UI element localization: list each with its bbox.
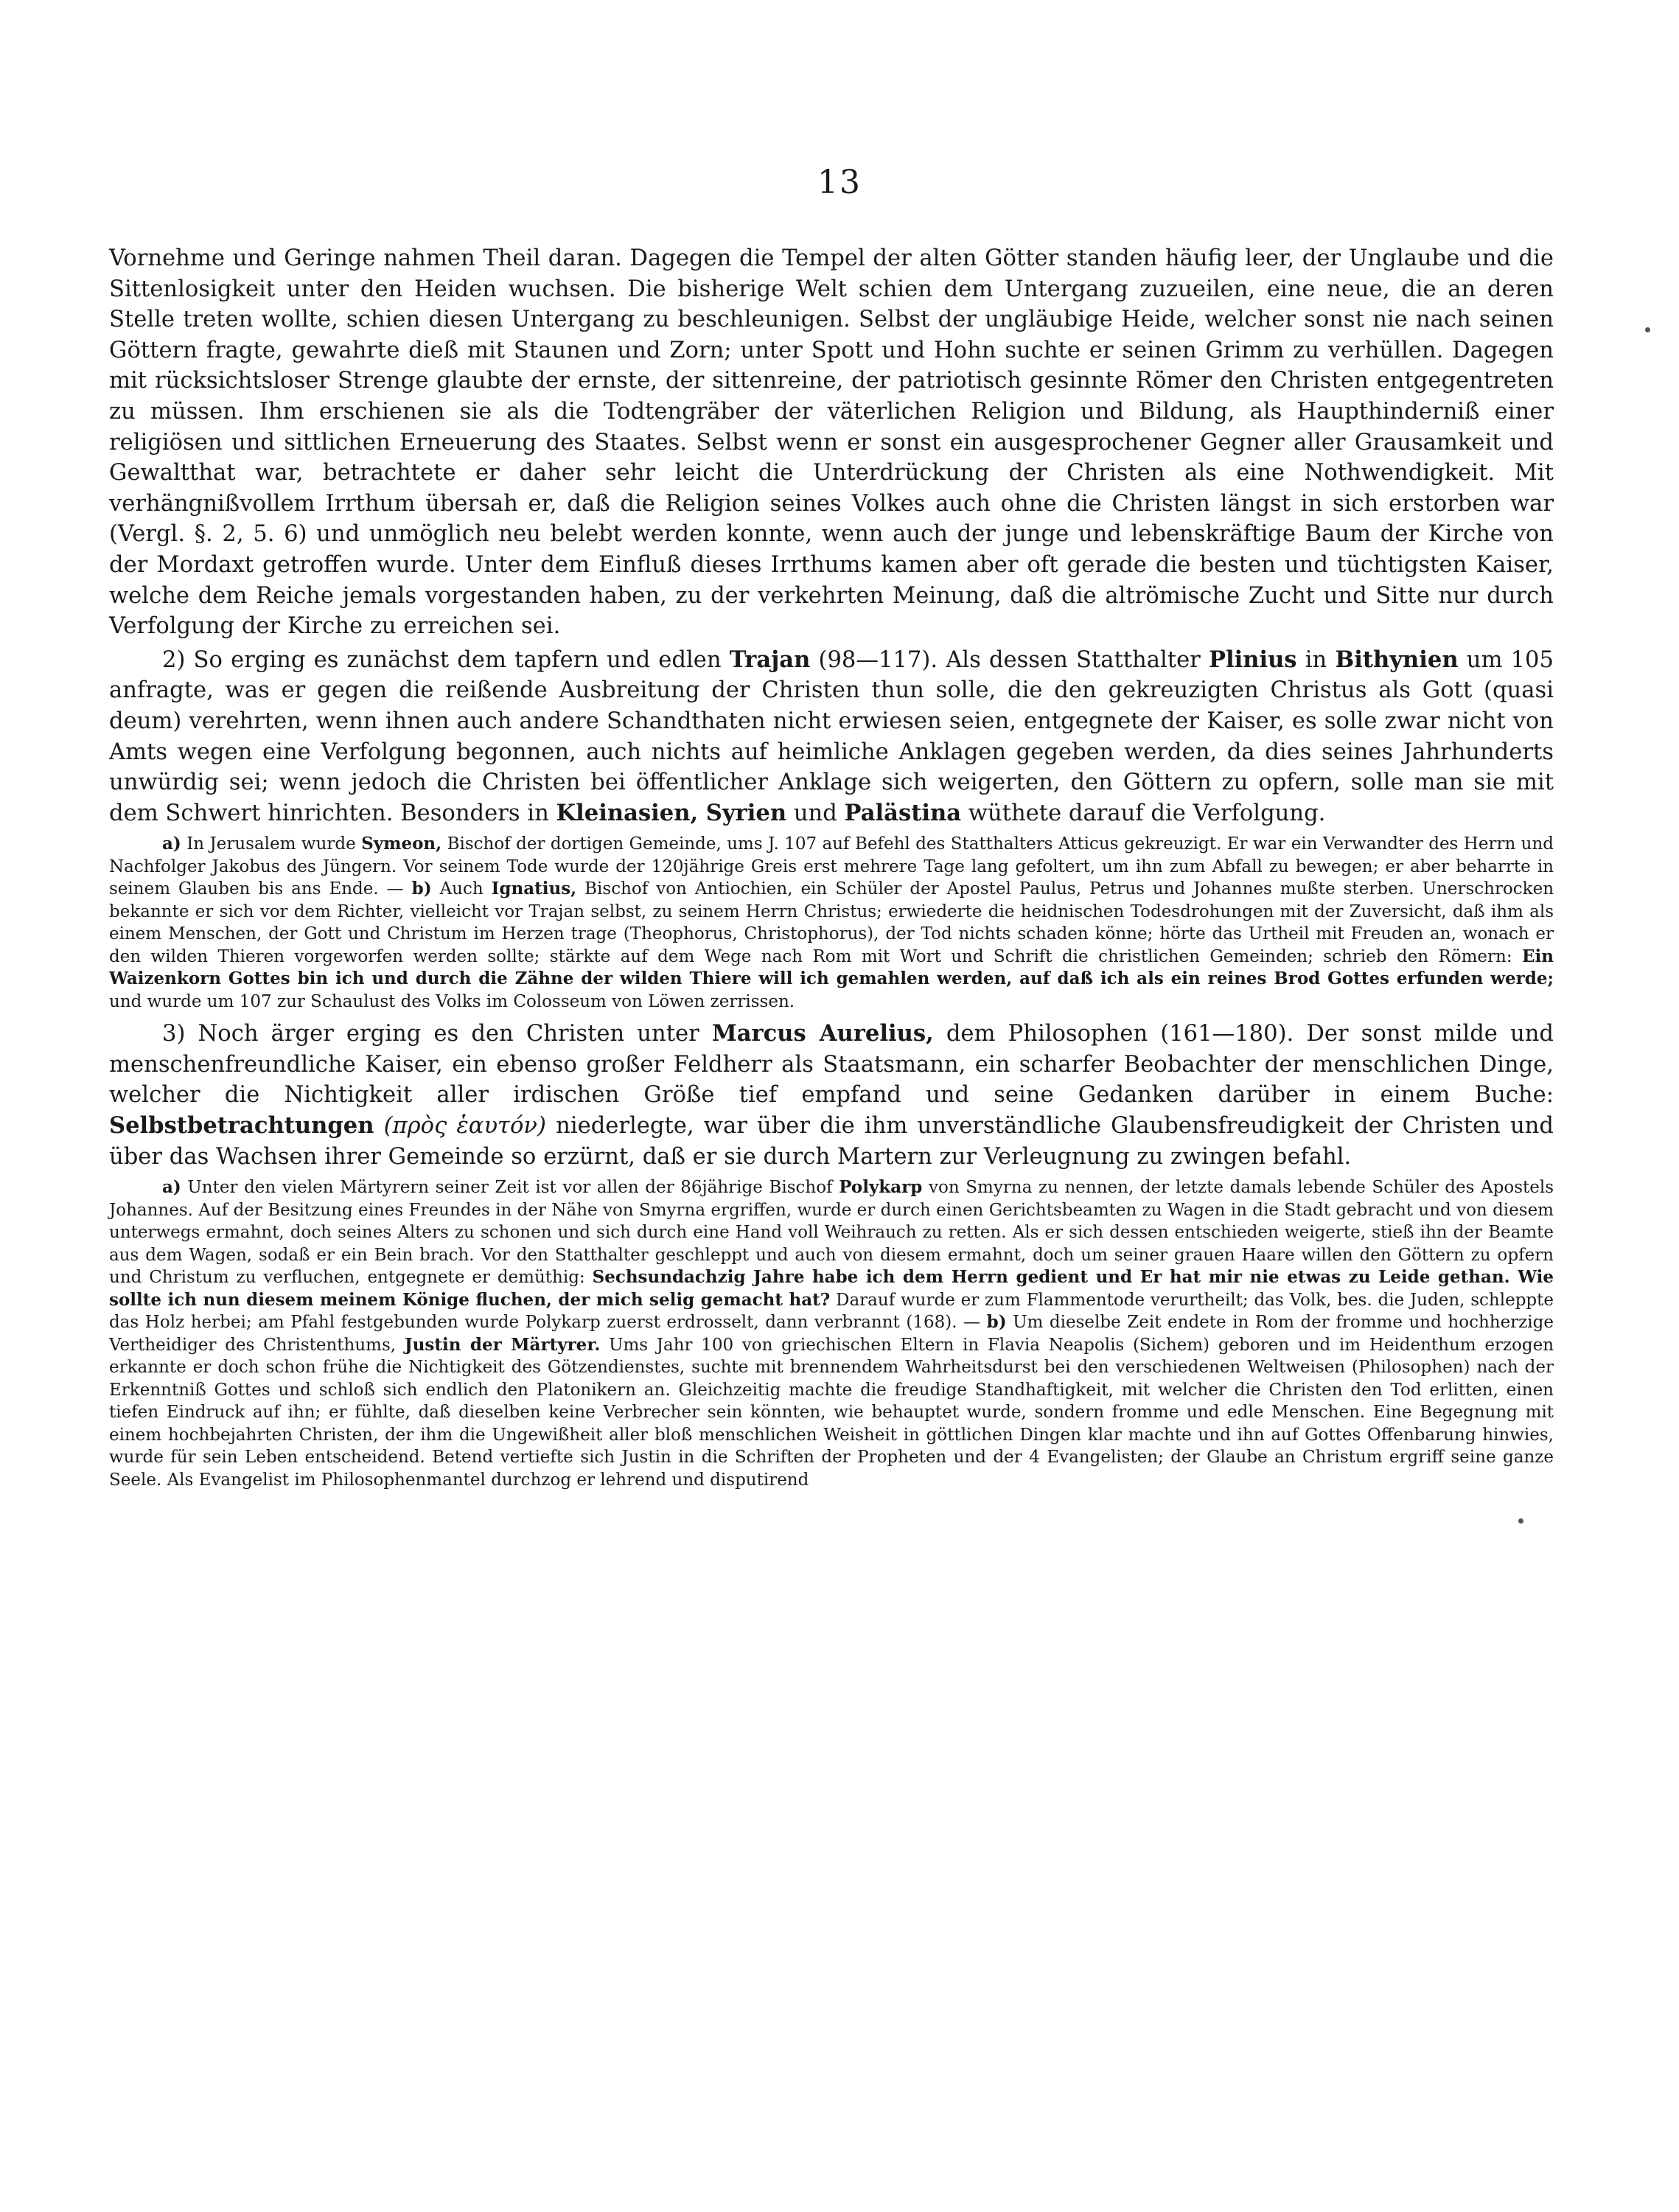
page-number: 13 — [817, 164, 862, 201]
emphasis-selbstbetrachtungen: Selbstbetrachtungen — [109, 1112, 374, 1140]
p3-text-2: dem Philosophen (161—180). Der sonst milde und menschenfreundliche Kaiser, ein ebenso großer Feldherr als Staatsmann, ein scharfer Beobachter der menschlichen Dinge, welcher die Nichtigkeit aller irdischen Größe tief empfand und seine Gedanken darüber in einem Buche: — [109, 1021, 1554, 1109]
emphasis-marcus-aurelius: Marcus Aurelius, — [711, 1020, 934, 1047]
paragraph-3 — [109, 1019, 1554, 1172]
n1-text-1: In Jerusalem wurde — [186, 834, 356, 854]
n1-text-5: und wurde um 107 zur Schaulust des Volks im Colosseum von Löwen zerrissen. — [109, 991, 795, 1011]
greek-title: (πρὸς ἑαυτόν) — [383, 1113, 546, 1140]
p2-text-5: und — [793, 800, 837, 826]
n1-text-3: Auch — [439, 879, 484, 899]
emphasis-plinius: Plinius — [1208, 646, 1297, 673]
emphasis-polykarp: Polykarp — [839, 1177, 923, 1198]
emphasis-justin: Justin der Märtyrer. — [404, 1334, 601, 1355]
n2-text-5: Ums Jahr 100 von griechischen Eltern in Flavia Neapolis (Sichem) geboren und im Heidenthum erzogen erkannte er doch schon frühe die Nichtigkeit des Götzendienstes, suchte mit brennendem Wahrheitsdurst bei den verschiedenen Weltweisen (Philosophen) nach der Erkenntniß Gottes und schloß sich endlich den Platonikern an. Gleichzeitig machte die freudige Standhaftigkeit, mit welcher die Christen den Tod erlitten, einen tiefen Eindruck auf ihn; er fühlte, daß dieselben keine Verbrecher sein könnten, wie behauptet wurde, sondern fromme und edle Menschen. Eine Begegnung mit einem hochbejahrten Christen, der ihm die Ungewißheit aller bloß menschlichen Weisheit in göttlichen Dingen klar machte und ihn auf Gottes Offenbarung hinwies, wurde für sein Leben entscheidend. Betend vertiefte sich Justin in die Schriften der Propheten und der 4 Evangelisten; der Glaube an Christum ergriff seine ganze Seele. Als Evangelist im Philosophenmantel durchzog er lehrend und disputirend — [109, 1335, 1554, 1490]
paragraph-1: Vornehme und Geringe nahmen Theil daran. Dagegen die Tempel der alten Götter standen häufig leer, der Unglaube und die Sittenlosigkeit unter den Heiden wuchsen. Die bisherige Welt schien dem Untergang zuzueilen, eine neue, die an deren Stelle treten wollte, schien diesen Untergang zu beschleunigen. Selbst der ungläubige Heide, welcher sonst nie nach seinen Göttern fragte, gewahrte dieß mit Staunen und Zorn; unter Spott und Hohn suchte er seinen Grimm zu verhüllen. Dagegen mit rücksichtsloser Strenge glaubte der ernste, der sittenreine, der patriotisch gesinnte Römer den Christen entgegentreten zu müssen. Ihm erschienen sie als die Todtengräber der väterlichen Religion und Bildung, als Haupthinderniß einer religiösen und sittlichen Erneuerung des Staates. Selbst wenn er sonst ein ausgesprochener Gegner aller Grausamkeit und Gewaltthat war, betrachtete er daher sehr leicht die Unterdrückung der Christen als eine Nothwendigkeit. Mit verhängnißvollem Irrthum übersah er, daß die Religion seines Volkes auch ohne die Christen längst in sich erstorben war (Vergl. §. 2, 5. 6) und unmöglich neu belebt werden konnte, wenn auch der junge und lebenskräftige Baum der Kirche von der Mordaxt getroffen wurde. Unter dem Einfluß dieses Irrthums kamen aber oft gerade die besten und tüchtigsten Kaiser, welche dem Reiche jemals vorgestanden haben, zu der verkehrten Meinung, daß die altrömische Zucht und Sitte nur durch Verfolgung der Kirche zu erreichen sei. — [109, 245, 1554, 640]
emphasis-bithynien: Bithynien — [1335, 646, 1459, 673]
p3-text-1: 3) Noch ärger erging es den Christen unter — [162, 1021, 699, 1047]
p3-text-3: niederlegte, war über die ihm unverständliche Glaubensfreudigkeit der Christen und über das Wachsen ihrer Gemeinde so erzürnt, daß er sie durch Martern zur Verleugnung zu zwingen befahl. — [109, 1113, 1554, 1170]
emphasis-trajan: Trajan — [729, 646, 811, 673]
p2-text-1: 2) So erging es zunächst dem tapfern und edlen — [162, 646, 722, 673]
note-marker-a: a) — [162, 834, 181, 854]
emphasis-palaestina: Palästina — [844, 799, 962, 826]
emphasis-kleinasien: Kleinasien, Syrien — [556, 799, 787, 826]
footnote-block-1 — [109, 833, 1554, 1013]
n2-text-2: von Smyrna zu nennen, der letzte damals lebende Schüler des Apostels Johannes. Auf der Besitzung eines Freundes in der Nähe von Smyrna ergriffen, wurde er durch einen Gerichtsbeamten zu Wagen in die Stadt gebracht und von diesem unterwegs ermahnt, doch seines Alters zu schonen und sich durch eine Hand voll Weihrauch zu retten. Als er sich dessen entschieden weigerte, stieß ihn der Beamte aus dem Wagen, sodaß er ein Bein brach. Vor den Statthalter geschleppt und auch von diesem ermahnt, doch um seiner grauen Haare willen den Göttern zu opfern und Christum zu verfluchen, entgegnete er demüthig: — [109, 1178, 1554, 1288]
note-marker-b: b) — [986, 1312, 1007, 1333]
n2-text-1: Unter den vielen Märtyrern seiner Zeit ist vor allen der 86jährige Bischof — [187, 1178, 833, 1198]
n1-text-2: Bischof der dortigen Gemeinde, ums J. 107 auf Befehl des Statthalters Atticus gekreuzigt. Er war ein Verwandter des Herrn und Nachfolger Jakobus des Jüngern. Vor seinem Tode wurde der 120jährige Greis erst mehrere Tage lang gefoltert, um ihn zum Abfall zu bewegen; er aber beharrte in seinem Glauben bis ans Ende. — — [109, 834, 1554, 899]
emphasis-ignatius: Ignatius, — [491, 879, 577, 899]
n1-text-4: Bischof von Antiochien, ein Schüler der Apostel Paulus, Petrus und Johannes mußte sterben. Unerschrocken bekannte er sich vor dem Richter, vielleicht vor Trajan selbst, zu seinem Herrn Christus; erwiederte die heidnischen Todesdrohungen mit der Zuversicht, daß ihm als einem Menschen, der Gott und Christum im Herzen trage (Theophorus, Christophorus), der Tod nichts schaden könne; hörte das Urtheil mit Freuden an, wonach er den wilden Thieren vorgeworfen werden sollte; stärkte auf dem Wege nach Rom mit Wort und Schrift die christlichen Gemeinden; schrieb den Römern: — [109, 879, 1554, 966]
n2-text-4: Um dieselbe Zeit endete in Rom der fromme und hochherzige Vertheidiger des Christenthums, — [109, 1313, 1554, 1355]
p2-text-4: um 105 anfragte, was er gegen die reißende Ausbreitung der Christen thun solle, die den gekreuzigten Christus als Gott (quasi deum) verehrten, wenn ihnen auch andere Schandthaten nicht erwiesen seien, entgegnete der Kaiser, es solle zwar nicht von Amts wegen eine Verfolgung begonnen, auch nichts auf heimliche Anklagen gegeben werden, da dies seines Jahrhunderts unwürdig sei; wenn jedoch die Christen bei öffentlicher Anklage sich weigerten, den Göttern zu opfern, solle man sie mit dem Schwert hinrichten. Besonders in — [109, 646, 1554, 826]
n2-text-3: Darauf wurde er zum Flammentode verurtheilt; das Volk, bes. die Juden, schleppte das Holz herbei; am Pfahl festgebunden wurde Polykarp zuerst erdrosselt, dann verbrannt (168). — — [109, 1290, 1554, 1333]
footnote-block-2 — [109, 1176, 1554, 1491]
p2-text-6: wüthete darauf die Verfolgung. — [968, 800, 1326, 826]
page-body — [109, 243, 1554, 1491]
note-marker-b: b) — [411, 879, 432, 899]
quote-polykarp: Sechsundachzig Jahre habe ich dem Herrn gedient und Er hat mir nie etwas zu Leide gethan. Wie sollte ich nun diesem meinem Könige fluchen, der mich selig gemacht hat? — [109, 1267, 1554, 1310]
emphasis-symeon: Symeon, — [361, 834, 442, 854]
note-marker-a: a) — [162, 1177, 181, 1198]
paragraph-2 — [109, 645, 1554, 829]
p2-text-3: in — [1305, 646, 1327, 673]
margin-speck — [1518, 1518, 1523, 1524]
margin-speck — [1645, 327, 1650, 332]
quote-ignatius: Ein Waizenkorn Gottes bin ich und durch die Zähne der wilden Thiere will ich gemahlen werden, auf daß ich als ein reines Brod Gottes erfunden werde; — [109, 946, 1554, 989]
p2-text-2: (98—117). Als dessen Statthalter — [818, 646, 1201, 673]
